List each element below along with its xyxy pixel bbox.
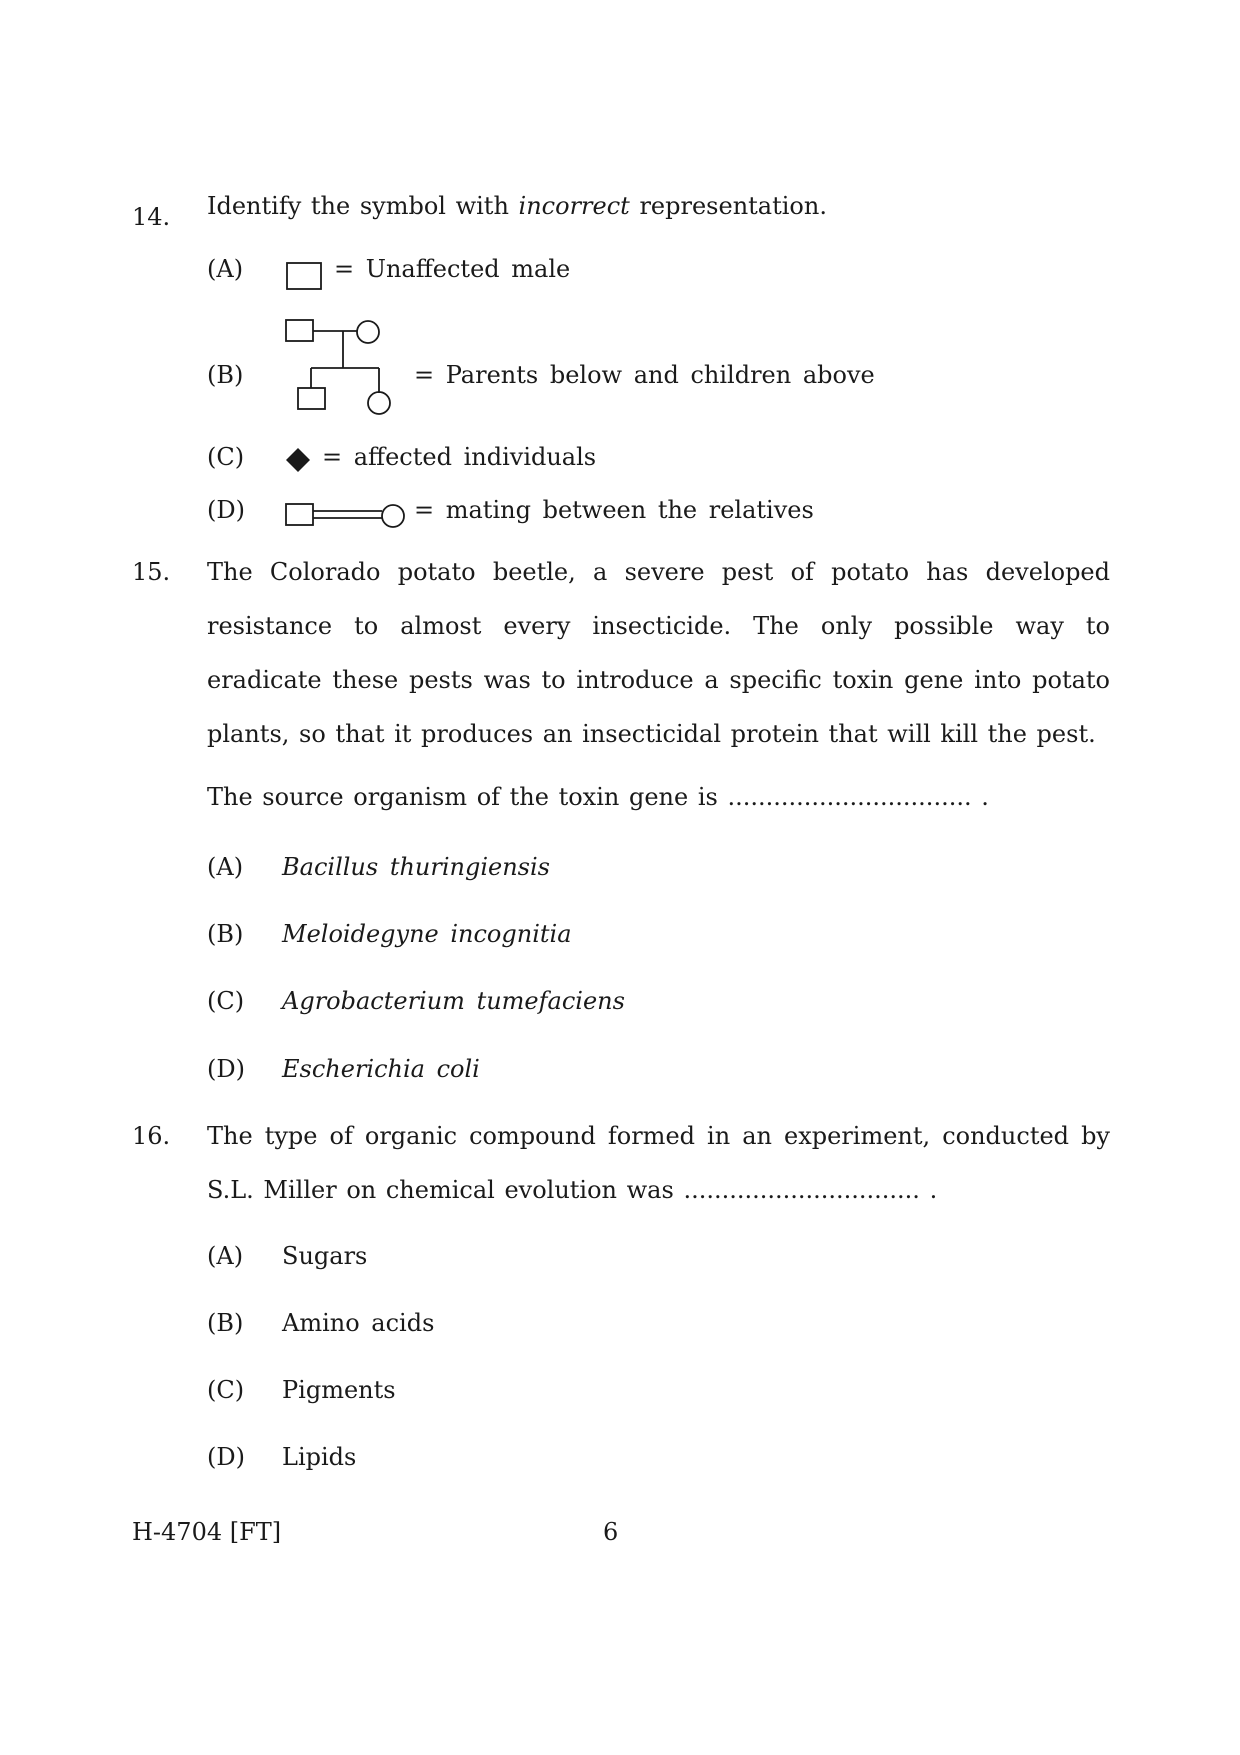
option-label: (C) <box>207 443 245 471</box>
option-label: (A) <box>207 1242 244 1270</box>
option-label: (B) <box>207 1309 244 1337</box>
option-label: (B) <box>207 361 244 389</box>
option-text: = Parents below and children above <box>414 361 875 389</box>
option-label: (C) <box>207 1376 245 1404</box>
option-text: = affected individuals <box>322 443 597 471</box>
option-text: = Unaffected male <box>334 255 571 283</box>
page-number: 6 <box>603 1518 619 1546</box>
stem-text: representation. <box>639 192 827 220</box>
option-text[interactable]: Meloidegyne incognitia <box>282 920 572 948</box>
question-number: 16. <box>132 1122 171 1150</box>
consanguineous-mating-icon <box>284 500 404 530</box>
option-label: (D) <box>207 1055 245 1083</box>
question-stem <box>207 188 1110 224</box>
option-text[interactable]: Lipids <box>282 1443 357 1471</box>
option-label: (B) <box>207 920 244 948</box>
stem-text: Identify the symbol with <box>207 192 509 220</box>
question-prompt: The source organism of the toxin gene is ................................ . <box>207 783 989 811</box>
option-text[interactable]: Sugars <box>282 1242 368 1270</box>
question-stem: The type of organic compound formed in an experiment, conducted by S.L. Miller on chemical evolution was ............................... . <box>207 1122 1110 1204</box>
option-label: (D) <box>207 1443 245 1471</box>
option-label: (D) <box>207 496 245 524</box>
question-number: 15. <box>132 558 171 586</box>
option-label: (A) <box>207 255 244 283</box>
option-text[interactable]: Bacillus thuringiensis <box>282 853 550 881</box>
option-text[interactable]: Amino acids <box>282 1309 435 1337</box>
question-number: 14. <box>132 203 171 231</box>
option-text[interactable]: Pigments <box>282 1376 396 1404</box>
question-stem: The Colorado potato beetle, a severe pest of potato has developed resistance to almost every insecticide. The only possible way to eradicate these pests was to introduce a specific toxin gene into potato plants, so that it produces an insecticidal protein that will kill the pest. <box>207 558 1110 748</box>
pedigree-icon <box>284 318 404 416</box>
square-icon <box>286 262 322 290</box>
paper-code: H-4704 [FT] <box>132 1518 282 1546</box>
option-text[interactable]: Escherichia coli <box>282 1055 480 1083</box>
option-text: = mating between the relatives <box>414 496 814 524</box>
stem-emphasis: incorrect <box>518 192 630 220</box>
filled-diamond-icon <box>284 446 312 474</box>
option-label: (C) <box>207 987 245 1015</box>
option-label: (A) <box>207 853 244 881</box>
option-text[interactable]: Agrobacterium tumefaciens <box>282 987 625 1015</box>
